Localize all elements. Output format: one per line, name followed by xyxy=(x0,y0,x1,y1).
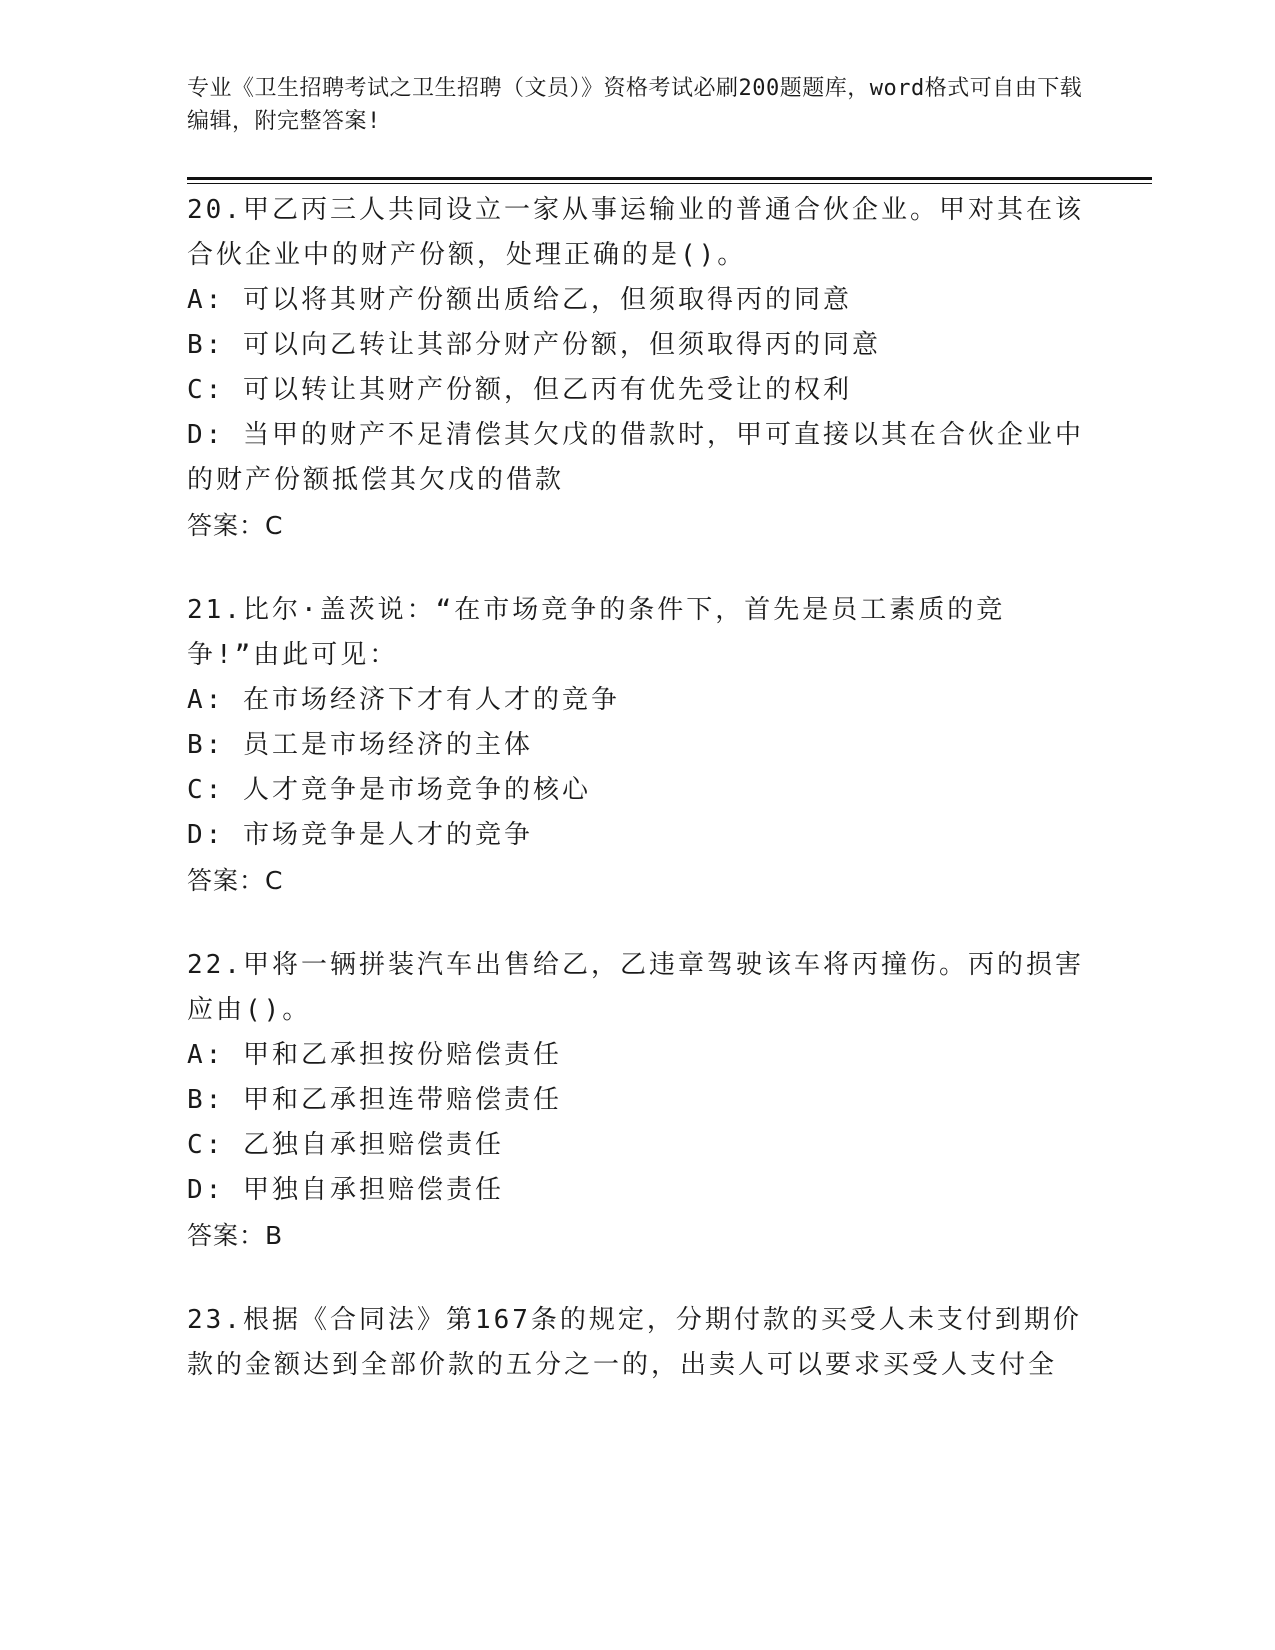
option-text: 可以将其财产份额出质给乙，但须取得丙的同意 xyxy=(242,285,852,315)
question-number: 23. xyxy=(187,1305,243,1335)
option-text: 人才竞争是市场竞争的核心 xyxy=(242,775,591,805)
question-body: 甲将一辆拼装汽车出售给乙，乙违章驾驶该车将丙撞伤。丙的损害应由()。 xyxy=(187,950,1084,1025)
question-number: 22. xyxy=(187,950,243,980)
question-number: 21. xyxy=(187,595,243,625)
option-letter: D: xyxy=(187,820,225,850)
option-letter: C: xyxy=(187,1130,225,1160)
option-letter: C: xyxy=(187,375,225,405)
answer-line: 答案：B xyxy=(187,1221,284,1250)
option-letter: A: xyxy=(187,1040,225,1070)
question-number: 20. xyxy=(187,195,243,225)
option-text: 甲独自承担赔偿责任 xyxy=(242,1175,504,1205)
option-letter: D: xyxy=(187,420,225,450)
option-text: 在市场经济下才有人才的竞争 xyxy=(242,685,620,715)
option-letter: B: xyxy=(187,1085,225,1115)
answer-line: 答案：C xyxy=(187,511,284,540)
option-d xyxy=(187,813,1087,858)
option-c xyxy=(187,768,1087,813)
option-text: 可以向乙转让其部分财产份额，但须取得丙的同意 xyxy=(242,330,881,360)
question-body: 甲乙丙三人共同设立一家从事运输业的普通合伙企业。甲对其在该合伙企业中的财产份额，处理正确的是()。 xyxy=(187,195,1084,270)
option-letter: A: xyxy=(187,685,225,715)
question-21 xyxy=(187,588,1087,903)
document-header: 专业《卫生招聘考试之卫生招聘（文员）》资格考试必刷200题题库，word格式可自由下载编辑，附完整答案! xyxy=(187,76,1083,134)
option-letter: C: xyxy=(187,775,225,805)
option-letter: B: xyxy=(187,330,225,360)
option-b xyxy=(187,723,1087,768)
option-b xyxy=(187,1078,1087,1123)
option-a xyxy=(187,278,1087,323)
option-letter: B: xyxy=(187,730,225,760)
option-text: 乙独自承担赔偿责任 xyxy=(242,1130,504,1160)
option-letter: A: xyxy=(187,285,225,315)
option-text: 甲和乙承担按份赔偿责任 xyxy=(242,1040,562,1070)
question-list xyxy=(187,188,1087,1428)
option-a xyxy=(187,678,1087,723)
answer-line: 答案：C xyxy=(187,866,284,895)
question-body: 比尔·盖茨说：“在市场竞争的条件下，首先是员工素质的竞争!”由此可见： xyxy=(187,595,1006,670)
option-a xyxy=(187,1033,1087,1078)
option-b xyxy=(187,323,1087,368)
question-23 xyxy=(187,1298,1087,1388)
question-text xyxy=(187,943,1087,1033)
option-text: 市场竞争是人才的竞争 xyxy=(242,820,533,850)
question-text xyxy=(187,188,1087,278)
question-20 xyxy=(187,188,1087,548)
option-d xyxy=(187,413,1087,503)
option-text: 甲和乙承担连带赔偿责任 xyxy=(242,1085,562,1115)
option-c xyxy=(187,368,1087,413)
question-body: 根据《合同法》第167条的规定，分期付款的买受人未支付到期价款的金额达到全部价款的五分之一的，出卖人可以要求买受人支付全 xyxy=(187,1305,1082,1380)
header-rule-thin xyxy=(187,183,1152,184)
question-22 xyxy=(187,943,1087,1258)
option-d xyxy=(187,1168,1087,1213)
option-letter: D: xyxy=(187,1175,225,1205)
question-text xyxy=(187,1298,1087,1388)
option-text: 可以转让其财产份额，但乙丙有优先受让的权利 xyxy=(242,375,852,405)
question-text xyxy=(187,588,1087,678)
option-c xyxy=(187,1123,1087,1168)
option-text: 当甲的财产不足清偿其欠戊的借款时，甲可直接以其在合伙企业中的财产份额抵偿其欠戊的借款 xyxy=(187,420,1084,495)
option-text: 员工是市场经济的主体 xyxy=(242,730,533,760)
header-rule-thick xyxy=(187,177,1152,180)
